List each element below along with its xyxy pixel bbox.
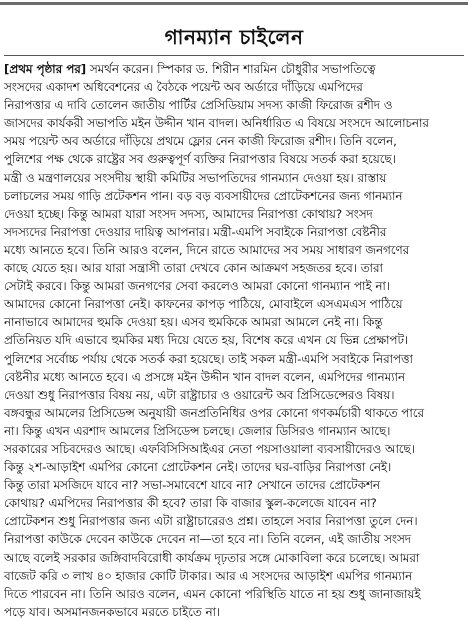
article-line: জাসদের কার্যকরী সভাপতি মইন উদ্দীন খান বাদল। অনির্ধারিত এ বিষয়ে সংসদে আলোচনার [4, 116, 429, 131]
article-line: নিরাপত্তার এ দাবি তোলেন জাতীয় পার্টির প্রেসিডিয়াম সদস্য কাজী ফিরোজ রশীদ ও [4, 98, 393, 113]
headline: গানম্যান চাইলেন [164, 25, 304, 49]
article-line: আমাদের কোনো নিরাপত্তা নেই। কাফনের কাপড় পাঠিয়ে, মোবাইলে এসএমএস পাঠিয়ে [4, 297, 403, 312]
article-line: দিতে পারবেন না। তিনি আরও বলেন, এমন কোনো পরিস্থিতি যাতে না হয় শুধু জানাজায়ই [4, 586, 421, 601]
headline-divider [4, 55, 464, 56]
article-line: আছে বলেই সরকার জঙ্গিবাদবিরোধী কার্যক্রম দৃঢ়তার সঙ্গে মোকাবিলা করে চলেছে। আমরা [4, 550, 420, 565]
article-line: প্রোটেকশন শুধু নিরাপত্তার জন্য এটা রাষ্ট্রাচারেরও প্রশ্ন। তাহলে সবার নিরাপত্তা তুলে দেন। [4, 514, 418, 529]
article-line: বাজেট করি ৩ লাখ ৪০ হাজার কোটি টাকার। আর এ সংসদের আড়াইশ এমপির গানম্যান [4, 568, 413, 583]
article-line: সেটাই করবে। কিন্তু আমরা জনগণের সেবা করলেও আমরা কোনো গানম্যান পাই না। [4, 279, 391, 294]
article-line: নানাভাবে আমাদের হুমকি দেওয়া হয়। এসব হুমকিকে আমরা আমলে নেই না। কিন্তু [4, 315, 383, 330]
article-line: কোথায়? এমপিদের নিরাপত্তার কী হবে? তারা কি বাজার স্কুল-কলেজে যাবেন না? [4, 496, 377, 511]
article-line: মন্ত্রী ও মন্ত্রণালয়ের সংসদীয় স্থায়ী কমিটির সভাপতিদের গানম্যান দেওয়া হয়। রাস্তায় [4, 170, 387, 185]
article-line: কিন্তু তারা মসজিদে যাবে না? সভা-সমাবেশে যাবে না? সেখানে তাদের প্রোটেকশন [4, 478, 380, 493]
article-line: চলাচলের সময় গাড়ি প্রটেকশন পান। বড় বড় ব্যবসায়ীদের প্রোটেকশনের জন্য গানম্যান [4, 188, 403, 203]
article-line: না। কিন্তু এখন এরশাদ আমলের প্রিসিডেন্স চলছে। জেলার ডিসিরও গানম্যান আছে। [4, 423, 391, 438]
article-line: সরকারের সচিবদেরও আছে। এফবিসিসিআইএর নেতা পয়সাওয়ালা ব্যবসায়ীদেরও আছে। [4, 441, 415, 456]
article-line-text: সমর্থন করেন। স্পিকার ড. শিরীন শারমিন চৌধুরীর সভাপতিত্বে [86, 62, 376, 76]
article-line: পুলিশের সর্বোচ্চ পর্যায় থেকে সতর্ক করা হয়েছে। তাই সকল মন্ত্রী-এমপি সবাইকে নিরাপত্তা [4, 351, 413, 366]
headline-band [0, 18, 468, 56]
article-line: দেওয়া শুধু নিরাপত্তার বিষয় নয়, এটা রাষ্ট্রাচার ও ওয়ারেন্ট অব প্রিসিডেন্সেরও বিষয়। [4, 387, 395, 402]
top-rule [0, 2, 468, 5]
article-line: সদস্যদের নিরাপত্তা দেওয়ার দায়িত্ব আপনার। মন্ত্রী-এমপি সবাইকে নিরাপত্তা বেষ্টনীর [4, 224, 387, 239]
article-line: দেওয়া হচ্ছে। কিন্তু আমরা যারা সংসদ সদস্য, আমাদের নিরাপত্তা কোথায়? সংসদ [4, 206, 373, 221]
article-line: পড়ে যাব। অসমানজনকভাবে মরতে চাইতে না। [4, 604, 221, 619]
article-line: নিরাপত্তা কাউকে দেবেন কাউকে দেবেন না—তা হবে না। তিনি বলেন, এই জাতীয় সংসদ [4, 532, 411, 547]
article-line: মধ্যে আনতে হবে। তিনি আরও বলেন, দিনে রাতে আমাদের সব সময় সাধারণ জনগণের [4, 242, 410, 257]
article-line: সময় পয়েন্ট অব অর্ডারে দাঁড়িয়ে প্রথমে ফ্লোর নেন কাজী ফিরোজ রশীদ। তিনি বলেন, [4, 134, 397, 149]
article-line: বেষ্টনীর মধ্যে আনতে হবে। এ প্রসঙ্গে মইন উদ্দীন খান বাদল বলেন, এমপিদের গানম্যান [4, 369, 405, 384]
article-line: প্রতিনিয়ত যদি এভাবে হুমকির মধ্য দিয়ে যেতে হয়, বিশেষ করে এখন যে ভিন্ন প্রেক্ষাপট। [4, 333, 409, 348]
article-line [4, 60, 464, 78]
article-line: সংসদের একাদশ অধিবেশনের এ বৈঠকে পয়েন্ট অব অর্ডারে দাঁড়িয়ে এমপিদের [4, 80, 363, 95]
article-body [4, 60, 464, 619]
article-line: কাছে যেতে হয়। আর যারা সন্ত্রাসী তারা দেখবে কোন আক্রমণ সহজতর হবে। তারা [4, 261, 383, 276]
continued-from-front-page-label: [প্রথম পৃষ্ঠার পর] [4, 62, 87, 76]
article-line: কিন্তু ২শ-আড়াইশ এমপির কোনো প্রোটেকশন নেই। তাদের ঘর-বাড়ির নিরাপত্তা নেই। [4, 460, 392, 475]
article-line: বঙ্গবন্ধুর আমলের প্রিসিডেন্স অনুযায়ী জনপ্রতিনিধির ওপর কোনো গণকর্মচারী থাকতে পারে [4, 405, 424, 420]
article-line: পুলিশের পক্ষ থেকে রাষ্ট্রের সব গুরুত্বপূর্ণ ব্যক্তির নিরাপত্তার বিষয়ে সতর্ক করা হয়েছে। [4, 152, 396, 167]
